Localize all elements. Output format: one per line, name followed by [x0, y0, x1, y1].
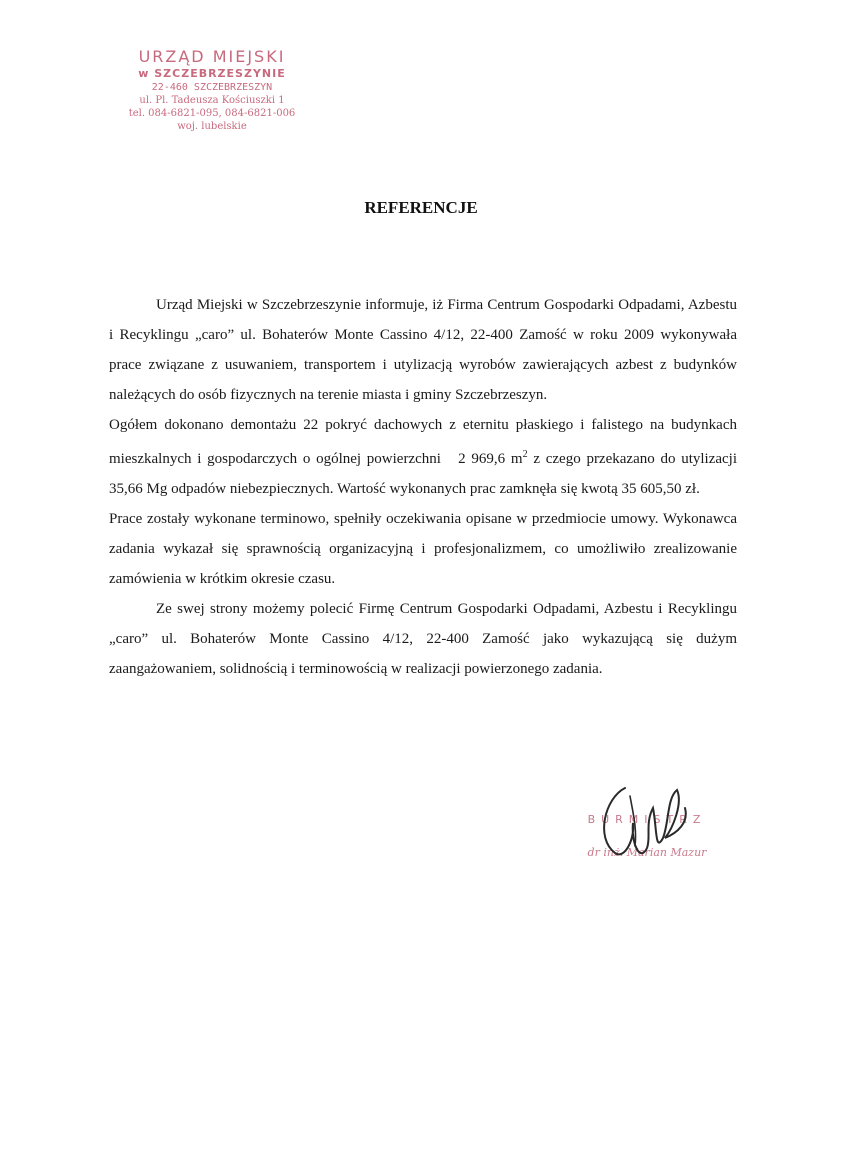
paragraph-1: Urząd Miejski w Szczebrzeszynie informuje, iż Firma Centrum Gospodarki Odpadami, Azbestu i Recyklingu „caro” ul. Bohaterów Monte Cassino 4/12, 22-400 Zamość w roku 2009 wykonywała prace związane z usuwaniem, transportem i utylizacją wyrobów zawierających azbest z budynków należących do osób fizycznych na terenie miasta i gminy Szczebrzeszyn.	[109, 297, 737, 403]
handwritten-signature	[585, 768, 695, 888]
stamp-phone: tel. 084-6821-095, 084-6821-006	[128, 108, 296, 119]
area-exponent: 2	[522, 449, 528, 460]
mayor-title: BURMISTRZ	[587, 813, 707, 826]
paragraph-2-text-b: z czego przekazano do utylizacji 35,66 Mg odpadów niebezpiecznych. Wartość wykonanych prac zamknęła się kwotą 35 605,50 zł.	[109, 451, 738, 497]
paragraph-4: Ze swej strony możemy polecić Firmę Centrum Gospodarki Odpadami, Azbestu i Recyklingu „caro” ul. Bohaterów Monte Cassino 4/12, 22-400 Zamość jako wykazującą się dużym zaangażowaniem, solidnością i terminowością w realizacji powierzonego zadania.	[109, 601, 737, 677]
document-body	[109, 290, 737, 684]
stamp-office-name: URZĄD MIEJSKI	[138, 47, 286, 66]
stamp-postal-code: 22-460 SZCZEBRZESZYN	[151, 82, 273, 93]
office-stamp	[106, 47, 318, 133]
stamp-location: w SZCZEBRZESZYNIE	[138, 67, 286, 80]
stamp-street: ul. Pl. Tadeusza Kościuszki 1	[139, 95, 285, 106]
mayor-name: dr inż. Marian Mazur	[587, 846, 707, 859]
paragraph-2	[109, 410, 737, 504]
document-title: REFERENCJE	[364, 198, 478, 217]
paragraph-2-text-a: Ogółem dokonano demontażu 22 pokryć dachowych z eternitu płaskiego i falistego na budynkach mieszkalnych i gospodarczych o ogólnej powierzchni	[109, 417, 737, 467]
stamp-voivodeship: woj. lubelskie	[177, 121, 247, 132]
area-value: 2 969,6 m	[458, 451, 523, 467]
paragraph-3: Prace zostały wykonane terminowo, spełniły oczekiwania opisane w przedmiocie umowy. Wykonawca zadania wykazał się sprawnością organizacyjną i profesjonalizmem, co umożliwiło zrealizowanie zamówienia w krótkim okresie czasu.	[109, 511, 737, 587]
